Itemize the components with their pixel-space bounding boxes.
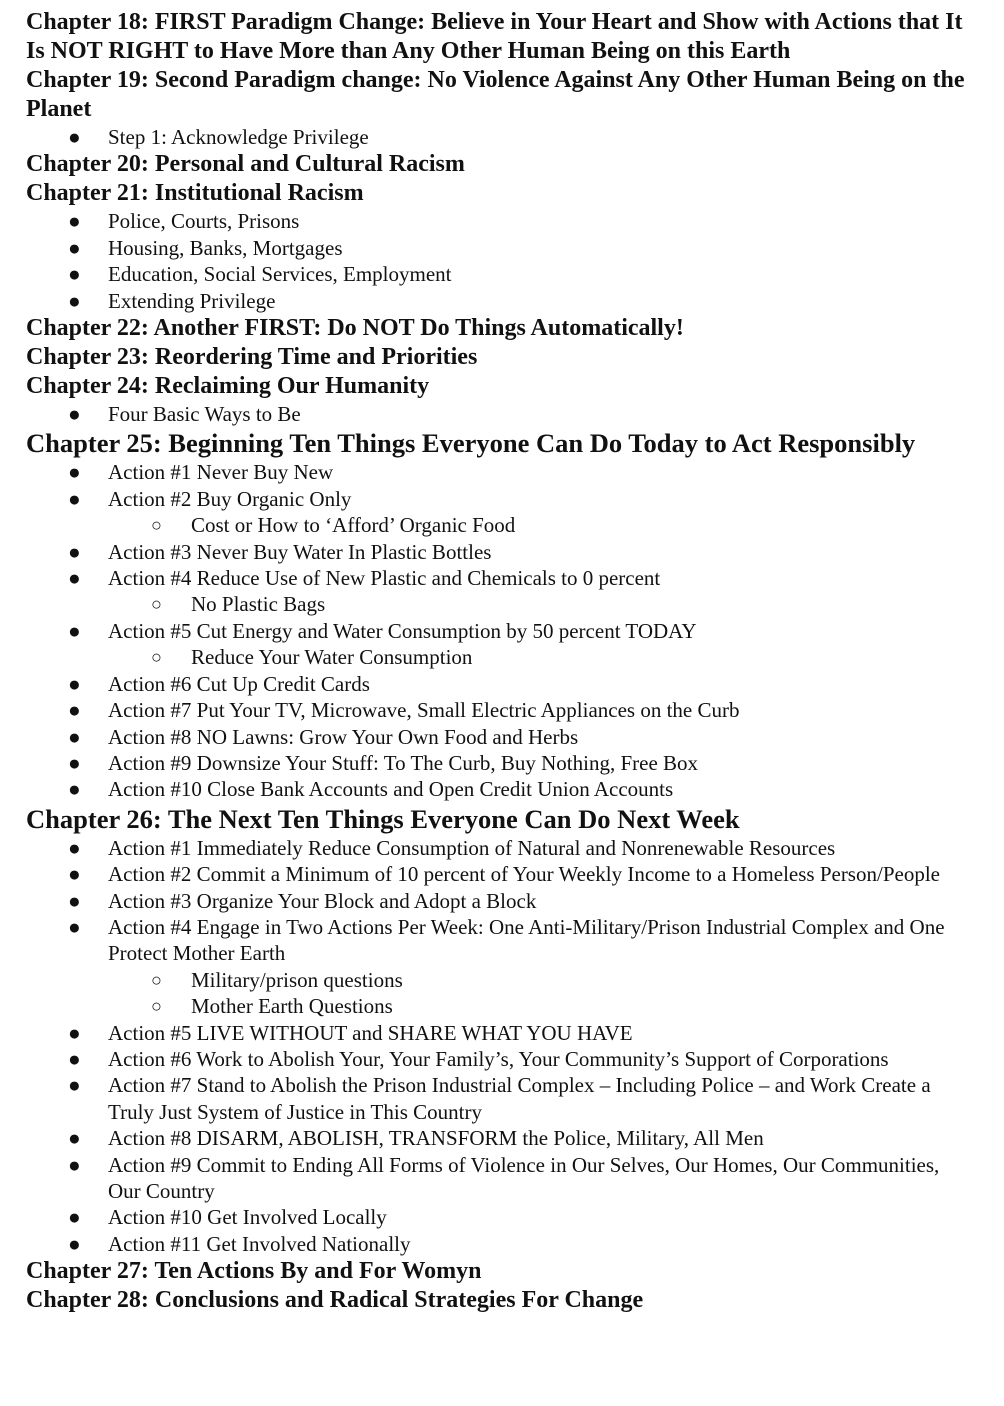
chapter-subitems (26, 835, 966, 1258)
list-item (26, 1204, 966, 1230)
bullet-icon: ● (68, 460, 81, 485)
list-item-text: Action #4 Reduce Use of New Plastic and Chemicals to 0 percent (108, 566, 661, 591)
chapter-subitems (26, 401, 966, 427)
bullet-icon: ● (68, 1126, 81, 1151)
chapter-subitems (26, 124, 966, 150)
bullet-icon: ● (68, 724, 81, 749)
hollow-bullet-icon: ○ (151, 969, 162, 990)
list-item (26, 750, 966, 776)
bullet-icon: ● (68, 486, 81, 511)
list-item-text: Step 1: Acknowledge Privilege (108, 125, 369, 149)
list-item-text: Action #3 Organize Your Block and Adopt a Block (108, 888, 537, 913)
chapter-heading: Chapter 28: Conclusions and Radical Strategies For Change (26, 1287, 644, 1314)
list-item-text: Action #2 Commit a Minimum of 10 percent of Your Weekly Income to a Homeless Person/People (108, 862, 940, 887)
chapter-heading: Chapter 23: Reordering Time and Priorities (26, 344, 478, 371)
hollow-bullet-icon: ○ (151, 996, 162, 1017)
list-item (26, 618, 966, 644)
bullet-icon: ● (68, 888, 81, 913)
bullet-icon: ● (68, 671, 81, 696)
list-item-text: Action #2 Buy Organic Only (108, 486, 352, 511)
sub-list-item (26, 644, 966, 670)
list-item-text: Action #3 Never Buy Water In Plastic Bottles (108, 539, 492, 564)
list-item-text: Extending Privilege (108, 288, 276, 313)
list-item (26, 888, 966, 914)
hollow-bullet-icon: ○ (151, 647, 162, 668)
bullet-icon: ● (68, 1231, 81, 1256)
chapter-heading: Chapter 18: FIRST Paradigm Change: Believe in Your Heart and Show with Actions that It Is NOT RIGHT to Have More than Any Other Human Being on this Earth (26, 9, 963, 64)
bullet-icon: ● (68, 235, 81, 260)
list-item-text: Action #1 Never Buy New (108, 460, 334, 485)
list-item (26, 835, 966, 861)
bullet-icon: ● (68, 777, 81, 802)
bullet-icon: ● (68, 1205, 81, 1230)
list-item-text: Action #7 Put Your TV, Microwave, Small Electric Appliances on the Curb (108, 698, 740, 723)
chapter-heading: Chapter 20: Personal and Cultural Racism (26, 151, 465, 178)
table-of-contents (26, 8, 966, 1315)
list-item-text: Action #10 Close Bank Accounts and Open Credit Union Accounts (108, 777, 674, 802)
bullet-icon: ● (68, 835, 81, 860)
chapter-heading: Chapter 24: Reclaiming Our Humanity (26, 373, 430, 400)
sub-list-item (26, 993, 966, 1019)
list-item-text: Action #9 Downsize Your Stuff: To The Curb, Buy Nothing, Free Box (108, 750, 699, 775)
list-item-text: Housing, Banks, Mortgages (108, 235, 343, 260)
bullet-icon: ● (68, 262, 81, 287)
list-item-text: Action #6 Work to Abolish Your, Your Family’s, Your Community’s Support of Corporations (108, 1046, 889, 1071)
list-item-text: Police, Courts, Prisons (108, 209, 300, 234)
bullet-icon: ● (68, 125, 81, 149)
list-item-text: Education, Social Services, Employment (108, 262, 452, 287)
list-item (26, 1046, 966, 1072)
list-item-text: Mother Earth Questions (191, 994, 393, 1019)
list-item (26, 1231, 966, 1257)
list-item-text: Action #5 Cut Energy and Water Consumption by 50 percent TODAY (108, 618, 697, 643)
list-item-text: Cost or How to ‘Afford’ Organic Food (191, 513, 516, 538)
list-item (26, 776, 966, 802)
list-item (26, 124, 966, 150)
list-item (26, 1020, 966, 1046)
list-item (26, 697, 966, 723)
list-item (26, 486, 966, 512)
list-item (26, 724, 966, 750)
chapter-subitems (26, 208, 966, 314)
hollow-bullet-icon: ○ (151, 515, 162, 536)
list-item-text: Action #6 Cut Up Credit Cards (108, 671, 370, 696)
list-item (26, 208, 966, 234)
bullet-icon: ● (68, 1152, 81, 1177)
bullet-icon: ● (68, 1020, 81, 1045)
list-item (26, 671, 966, 697)
bullet-icon: ● (68, 618, 81, 643)
chapter-heading: Chapter 21: Institutional Racism (26, 180, 364, 207)
chapter-heading: Chapter 27: Ten Actions By and For Womyn (26, 1258, 482, 1285)
bullet-icon: ● (68, 539, 81, 564)
list-item-text: Four Basic Ways to Be (108, 402, 301, 427)
list-item-text: Action #11 Get Involved Nationally (108, 1231, 411, 1256)
list-item (26, 459, 966, 485)
bullet-icon: ● (68, 698, 81, 723)
list-item-text: Military/prison questions (191, 967, 403, 992)
chapter-heading: Chapter 26: The Next Ten Things Everyone Can Do Next Week (26, 803, 740, 834)
bullet-icon: ● (68, 1046, 81, 1071)
list-item-text: Action #7 Stand to Abolish the Prison Industrial Complex – Including Police – and Work Create a Truly Just System of Justice in This Country (108, 1073, 931, 1124)
bullet-icon: ● (68, 209, 81, 234)
list-item-text: Action #5 LIVE WITHOUT and SHARE WHAT YOU HAVE (108, 1020, 633, 1045)
hollow-bullet-icon: ○ (151, 594, 162, 615)
list-item (26, 1072, 966, 1125)
list-item (26, 1152, 966, 1205)
list-item-text: Action #8 NO Lawns: Grow Your Own Food and Herbs (108, 724, 579, 749)
chapter-heading: Chapter 19: Second Paradigm change: No Violence Against Any Other Human Being on the Planet (26, 67, 965, 122)
list-item (26, 914, 966, 967)
bullet-icon: ● (68, 862, 81, 887)
list-item (26, 261, 966, 287)
bullet-icon: ● (68, 1073, 81, 1098)
list-item (26, 565, 966, 591)
list-item-text: Action #4 Engage in Two Actions Per Week: One Anti-Military/Prison Industrial Complex and One Protect Mother Earth (108, 914, 945, 966)
list-item-text: No Plastic Bags (191, 592, 326, 617)
list-item (26, 539, 966, 565)
bullet-icon: ● (68, 566, 81, 591)
list-item-text: Action #8 DISARM, ABOLISH, TRANSFORM the Police, Military, All Men (108, 1126, 764, 1151)
sub-list-item (26, 512, 966, 538)
list-item (26, 235, 966, 261)
list-item-text: Action #1 Immediately Reduce Consumption of Natural and Nonrenewable Resources (108, 835, 836, 860)
list-item (26, 288, 966, 314)
list-item (26, 401, 966, 427)
bullet-icon: ● (68, 914, 81, 939)
sub-list-item (26, 967, 966, 993)
bullet-icon: ● (68, 750, 81, 775)
list-item-text: Reduce Your Water Consumption (191, 645, 473, 670)
chapter-subitems (26, 459, 966, 802)
bullet-icon: ● (68, 402, 81, 427)
list-item (26, 861, 966, 887)
bullet-icon: ● (68, 288, 81, 313)
sub-list-item (26, 591, 966, 617)
list-item-text: Action #10 Get Involved Locally (108, 1205, 387, 1230)
chapter-heading: Chapter 22: Another FIRST: Do NOT Do Things Automatically! (26, 315, 684, 342)
list-item-text: Action #9 Commit to Ending All Forms of Violence in Our Selves, Our Homes, Our Communities, Our Country (108, 1152, 940, 1203)
chapter-heading: Chapter 25: Beginning Ten Things Everyone Can Do Today to Act Responsibly (26, 428, 916, 459)
list-item (26, 1125, 966, 1151)
